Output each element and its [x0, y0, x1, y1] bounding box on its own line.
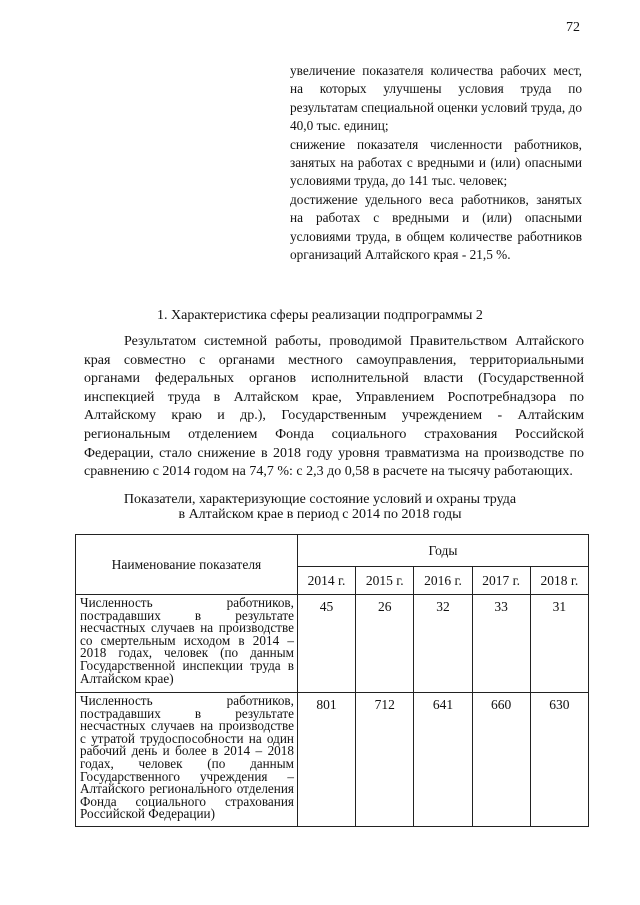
table-header-row	[76, 535, 589, 567]
header-indicator-name: Наименование показателя	[76, 535, 298, 595]
table-row	[76, 595, 589, 693]
indicator-value: 801	[297, 693, 355, 827]
goal-item: увеличение показателя количества рабочих мест, на которых улучшены условия труда по результатам специальной оценки условий труда, до 40,0 тыс. единиц;	[290, 63, 582, 134]
header-year: 2016 г.	[414, 567, 472, 595]
indicator-value: 32	[414, 595, 472, 693]
header-year: 2015 г.	[356, 567, 414, 595]
indicator-value: 641	[414, 693, 472, 827]
section-title: 1. Характеристика сферы реализации подпрограммы 2	[157, 308, 483, 323]
header-year: 2014 г.	[297, 567, 355, 595]
indicator-value: 660	[472, 693, 530, 827]
table-caption-line: в Алтайском крае в период с 2014 по 2018 годы	[178, 507, 462, 522]
indicator-value: 31	[530, 595, 588, 693]
indicator-value: 33	[472, 595, 530, 693]
indicator-value: 630	[530, 693, 588, 827]
target-indicators-list	[290, 62, 582, 264]
table-caption	[0, 492, 640, 522]
page-number: 72	[566, 20, 580, 35]
indicator-value: 712	[356, 693, 414, 827]
header-year: 2018 г.	[530, 567, 588, 595]
indicator-value: 26	[356, 595, 414, 693]
indicators-table	[75, 534, 589, 827]
indicator-value: 45	[297, 595, 355, 693]
table-row	[76, 693, 589, 827]
header-year: 2017 г.	[472, 567, 530, 595]
body-paragraph: Результатом системной работы, проводимой Правительством Алтайского края совместно с органами местного самоуправления, территориальными органами федеральных органов исполнительной власти (Государственной инспекцией труда в Алтайском крае, Управлением Роспотребнадзора по Алтайскому краю и др.), Государственным учреждением - Алтайским региональным отделением Фонда социального страхования Российской Федерации, стало снижение в 2018 году уровня травматизма на производстве по сравнению с 2014 годом на 74,7 %: с 2,3 до 0,58 в расчете на тысячу работающих.	[84, 334, 584, 480]
goal-item: достижение удельного веса работников, занятых на работах с вредными и (или) опасными условиями труда, в общем количестве работников организаций Алтайского края - 21,5 %.	[290, 191, 582, 263]
indicator-name: Численность работников, пострадавших в результате несчастных случаев на производстве со смертельным исходом в 2014 – 2018 годах, человек (по данным Государственной инспекции труда в Алтайском крае)	[76, 595, 298, 693]
header-years: Годы	[297, 535, 588, 567]
goal-item: снижение показателя численности работников, занятых на работах с вредными и (или) опасными условиями труда, до 141 тыс. человек;	[290, 136, 582, 189]
indicator-name: Численность работников, пострадавших в результате несчастных случаев на производстве с утратой трудоспособности на один рабочий день и более в 2014 – 2018 годах, человек (по данным Государственного учреждения – Алтайского регионального отделения Фонда социального страхования Российской Федерации)	[76, 693, 298, 827]
table-caption-line: Показатели, характеризующие состояние условий и охраны труда	[123, 492, 517, 507]
